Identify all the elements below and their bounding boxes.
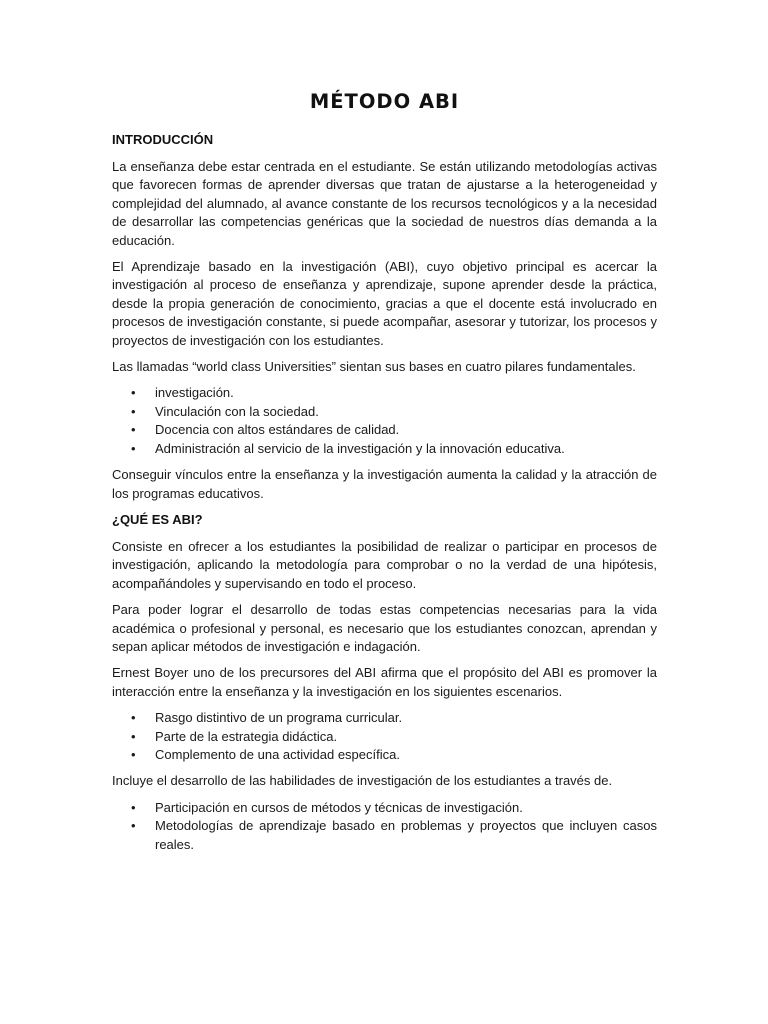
bullet-icon: • [131,385,136,401]
bullet-icon: • [131,710,136,726]
paragraph-que-4: Incluye el desarrollo de las habilidades de investigación de los estudiantes a través de. [112,773,613,789]
document-page [112,88,657,862]
list-item-text: Vinculación con la sociedad. [155,403,319,419]
list-item-text: Participación en cursos de métodos y técnicas de investigación. [155,799,523,815]
paragraph-intro-3: Las llamadas “world class Universities” sientan sus bases en cuatro pilares fundamentales. [112,359,636,375]
paragraph-que-1: Consiste en ofrecer a los estudiantes la posibilidad de realizar o participar en procesos de investigación, aplicando la metodología para comprobar o no la verdad de una hipótesis, acompañándoles y supervisando en todo el proceso. [112,538,657,591]
section-heading-que-es-abi: ¿QUÉ ES ABI? [112,511,203,527]
paragraph-que-3: Ernest Boyer uno de los precursores del ABI afirma que el propósito del ABI es promover la interacción entre la enseñanza y la investigación en los siguientes escenarios. [112,665,657,699]
paragraph-que-2: Para poder lograr el desarrollo de todas estas competencias necesarias para la vida académica o profesional y personal, es necesario que los estudiantes conozcan, aprendan y sepan aplicar métodos de investigación e indagación. [112,602,657,654]
list-item-text: Complemento de una actividad específica. [155,746,400,762]
list-item [112,403,657,421]
list-item-text: Metodologías de aprendizaje basado en problemas y proyectos que incluyen casos reales. [155,818,657,852]
list-item [112,709,657,727]
list-item [112,728,657,746]
list-item-text: Administración al servicio de la investigación y la innovación educativa. [155,440,565,456]
list-item-text: Rasgo distintivo de un programa curricular. [155,710,403,726]
paragraph-intro-4: Conseguir vínculos entre la enseñanza y la investigación aumenta la calidad y la atracción de los programas educativos. [112,467,657,501]
bullet-icon: • [131,422,136,438]
list-item [112,384,657,402]
bullet-icon: • [131,818,136,834]
bullet-icon: • [131,799,136,815]
list-item [112,421,657,439]
paragraph-intro-2: El Aprendizaje basado en la investigación (ABI), cuyo objetivo principal es acercar la investigación al proceso de enseñanza y aprendizaje, supone aprender desde la práctica, desde la propia generación de conocimiento, gracias a que el docente está involucrado en procesos de investigación constante, si puede acompañar, asesorar y tutorizar, los procesos y proyectos de investigación con los estudiantes. [112,259,657,348]
list-item-text: investigación. [155,385,234,401]
bullet-icon: • [131,440,136,456]
list-item [112,799,657,817]
document-title: MÉTODO ABI [309,90,460,113]
bullet-icon: • [131,403,136,419]
bullet-icon: • [131,746,136,762]
list-item [112,746,657,764]
list-item-text: Parte de la estrategia didáctica. [155,728,338,744]
list-item-text: Docencia con altos estándares de calidad. [155,422,400,438]
section-heading-introduccion: INTRODUCCIÓN [112,132,214,147]
list-item [112,440,657,458]
bullet-icon: • [131,728,136,744]
scenarios-list [112,709,657,764]
paragraph-intro-1: La enseñanza debe estar centrada en el estudiante. Se están utilizando metodologías activas que favorecen formas de aprender diversas que tratan de ajustarse a la heterogeneidad y complejidad del alumnado, al avance constante de los recursos tecnológicos y a la necesidad de desarrollar las competencias genéricas que la sociedad de nuestros días demanda a la educación. [112,159,657,248]
skills-list [112,799,657,854]
list-item [112,817,657,854]
pillars-list [112,384,657,458]
